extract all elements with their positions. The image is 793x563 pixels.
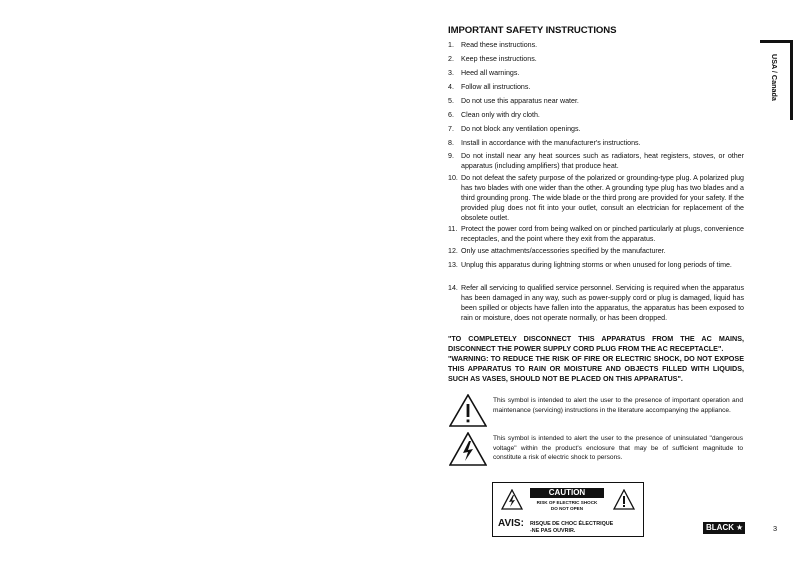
item-number: 14. — [448, 284, 458, 292]
page-number: 3 — [773, 524, 778, 533]
brand-logo — [703, 522, 745, 534]
item-text: Do not defeat the safety purpose of the polarized or grounding-type plug. A polarized plug has two blades with one wider than the other. A grounding type plug has two blades and a third grounding prong. The wide blade or the third prong are provided for your safety. If the provided plug does not fit into your outlet, consult an electrician for replacement of the obsolete outlet. — [461, 174, 744, 222]
avis-text — [530, 521, 613, 535]
item-number: 8. — [448, 139, 454, 147]
avis-label: AVIS: — [498, 518, 524, 529]
item-text: Only use attachments/accessories specified by the manufacturer. — [461, 247, 666, 255]
list-item — [448, 260, 744, 270]
item-number: 2. — [448, 55, 454, 63]
avis-line: -NE PAS OUVRIR. — [530, 528, 576, 534]
region-label: USA / Canada — [770, 54, 779, 101]
page-title: IMPORTANT SAFETY INSTRUCTIONS — [448, 25, 617, 36]
item-text: Install in accordance with the manufacturer's instructions. — [461, 139, 641, 147]
tab-top-rule — [760, 40, 793, 43]
item-number: 11. — [448, 225, 458, 233]
exclamation-triangle-icon — [449, 394, 487, 427]
brand-logo-text: BLACK — [706, 523, 734, 532]
list-item — [448, 151, 744, 171]
avis-line: RISQUE DE CHOC ÉLECTRIQUE — [530, 521, 614, 527]
list-item — [448, 283, 744, 323]
item-number: 7. — [448, 125, 454, 133]
caution-line: DO NOT OPEN — [550, 506, 584, 511]
item-text: Unplug this apparatus during lightning storms or when unused for long periods of time. — [461, 261, 732, 269]
list-item — [448, 68, 744, 78]
item-text: Read these instructions. — [461, 41, 538, 49]
item-text: Refer all servicing to qualified service personnel. Servicing is required when the apparatus has been damaged in any way, such as power-supply cord or plug is damaged, liquid has been spilled or objects have fallen into the apparatus, the apparatus has been exposed to rain or moisture, does not operate normally, or has been dropped. — [461, 284, 744, 322]
item-number: 1. — [448, 41, 454, 49]
lightning-triangle-icon — [501, 489, 523, 511]
caution-label — [492, 482, 644, 537]
item-number: 10. — [448, 174, 458, 182]
item-number: 4. — [448, 83, 454, 91]
caution-line: RISK OF ELECTRIC SHOCK — [536, 500, 598, 505]
list-item — [448, 54, 744, 64]
list-item — [448, 96, 744, 106]
item-text: Protect the power cord from being walked on or pinched particularly at plugs, convenience receptacles, and the point where they exit from the apparatus. — [461, 225, 744, 243]
symbol-description: This symbol is intended to alert the user to the presence of uninsulated "dangerous voltage" within the product's enclosure that may be of sufficient magnitude to constitute a risk of electric shock to persons. — [493, 435, 743, 461]
item-number: 5. — [448, 97, 454, 105]
disconnect-notice: "TO COMPLETELY DISCONNECT THIS APPARATUS FROM THE AC MAINS, DISCONNECT THE POWER SUPPLY CORD PLUG FROM THE AC RECEPTACLE". — [448, 334, 744, 353]
item-text: Heed all warnings. — [461, 69, 520, 77]
list-item — [448, 82, 744, 92]
list-item — [448, 110, 744, 120]
symbol-description: This symbol is intended to alert the user to the presence of important operation and maintenance (servicing) instructions in the literature accompanying the appliance. — [493, 397, 743, 414]
item-text: Do not block any ventilation openings. — [461, 125, 581, 133]
list-item — [448, 173, 744, 223]
list-item — [448, 124, 744, 134]
warning-notice: "WARNING: TO REDUCE THE RISK OF FIRE OR ELECTRIC SHOCK, DO NOT EXPOSE THIS APPARATUS TO RAIN OR MOISTURE AND OBJECTS FILLED WITH LIQUIDS, SUCH AS VASES, SHOULD NOT BE PLACED ON THIS APPARATUS". — [448, 354, 744, 383]
item-number: 3. — [448, 69, 454, 77]
item-text: Do not install near any heat sources such as radiators, heat registers, stoves, or other apparatus (including amplifiers) that produce heat. — [461, 152, 744, 170]
list-item — [448, 138, 744, 148]
item-number: 13. — [448, 261, 458, 269]
item-number: 12. — [448, 247, 458, 255]
region-tab — [760, 40, 793, 120]
caution-text — [525, 500, 609, 512]
star-icon: ★ — [736, 523, 744, 532]
item-text: Follow all instructions. — [461, 83, 531, 91]
exclamation-triangle-icon — [613, 489, 635, 511]
caution-heading: CAUTION — [530, 488, 604, 498]
list-item — [448, 224, 744, 244]
list-item — [448, 246, 744, 256]
item-text: Clean only with dry cloth. — [461, 111, 540, 119]
lightning-triangle-icon — [449, 432, 487, 466]
item-number: 9. — [448, 152, 454, 160]
item-number: 6. — [448, 111, 454, 119]
item-text: Do not use this apparatus near water. — [461, 97, 579, 105]
list-item — [448, 40, 744, 50]
item-text: Keep these instructions. — [461, 55, 537, 63]
